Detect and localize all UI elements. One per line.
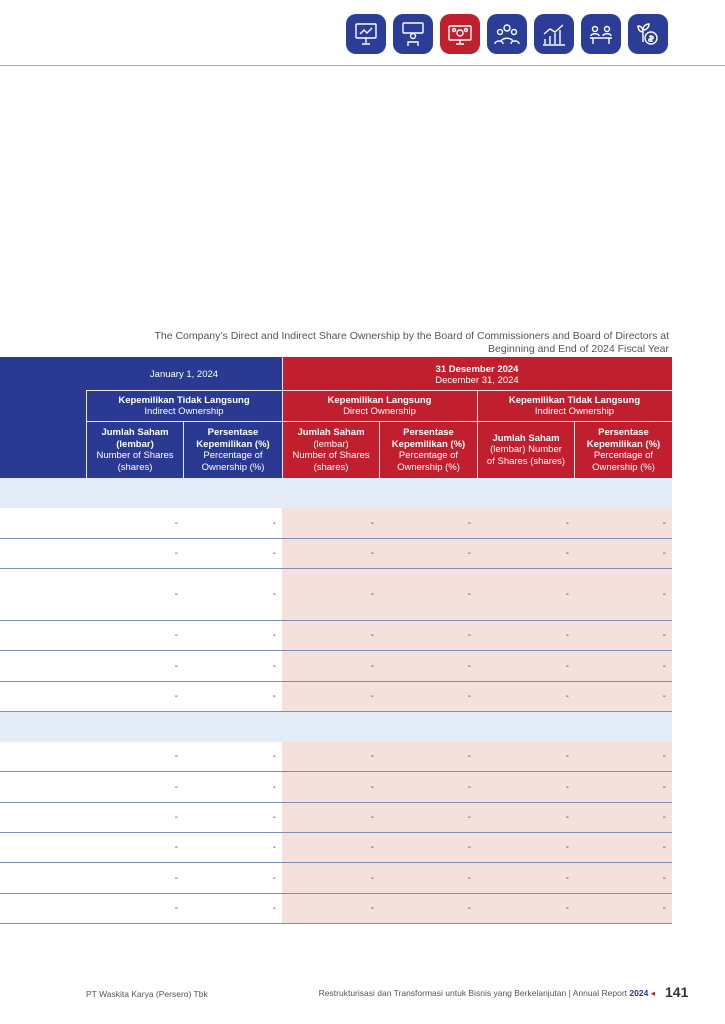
table-cell-value: - xyxy=(272,842,276,853)
table-cell-value: - xyxy=(565,842,569,853)
table-cell-value: - xyxy=(370,691,374,702)
section-row-commissioners xyxy=(0,478,672,508)
table-cell-value: - xyxy=(370,903,374,914)
section-row-directors xyxy=(0,712,672,742)
table-cell-value: - xyxy=(272,872,276,884)
table-cell-value: - xyxy=(272,691,276,702)
table-cell-value: - xyxy=(565,812,569,823)
presentation-icon[interactable] xyxy=(346,14,386,54)
table-cell-value: - xyxy=(467,842,471,853)
table-cell-value: - xyxy=(467,548,471,559)
table-cell-value: - xyxy=(174,812,178,823)
table-cell-value: - xyxy=(467,872,471,884)
team-icon[interactable] xyxy=(487,14,527,54)
table-row xyxy=(0,833,672,863)
dec-indirect-shares-column-header: Jumlah Saham (lembar) Number of Shares (shares) xyxy=(486,432,566,467)
table-cell-value: - xyxy=(174,691,178,702)
footer-tagline: Restrukturisasi dan Transformasi untuk Bisnis yang Berkelanjutan | Annual Report 2024 ◂ xyxy=(318,988,655,998)
table-cell-value: - xyxy=(272,548,276,559)
header-rule xyxy=(0,65,725,66)
table-cell-value: - xyxy=(565,872,569,884)
table-row xyxy=(0,651,672,682)
table-row xyxy=(0,863,672,894)
table-cell-value: - xyxy=(662,517,666,529)
table-cell-value: - xyxy=(467,751,471,762)
table-row xyxy=(0,682,672,712)
table-cell-value: - xyxy=(467,630,471,641)
jan-percentage-column-header: Persentase Kepemilikan (%) Percentage of Ownership (%) xyxy=(196,427,270,473)
table-cell-value: - xyxy=(174,872,178,884)
table-row xyxy=(0,894,672,924)
table-row xyxy=(0,772,672,803)
table-cell-value: - xyxy=(662,842,666,853)
table-cell-value: - xyxy=(174,842,178,853)
table-cell-value: - xyxy=(272,630,276,641)
table-cell-value: - xyxy=(370,589,374,600)
table-cell-value: - xyxy=(662,903,666,914)
table-row xyxy=(0,742,672,772)
table-cell-value: - xyxy=(174,751,178,762)
table-cell-value: - xyxy=(174,660,178,672)
table-cell-value: - xyxy=(565,691,569,702)
chapter-nav xyxy=(346,14,668,54)
table-cell-value: - xyxy=(662,589,666,600)
table-cell-value: - xyxy=(174,548,178,559)
table-cell-value: - xyxy=(174,781,178,793)
dec-date-label: 31 Desember 2024 December 31, 2024 xyxy=(435,363,519,386)
table-cell-value: - xyxy=(174,630,178,641)
dec-direct-ownership-label: Kepemilikan Langsung Direct Ownership xyxy=(327,394,432,417)
table-cell-value: - xyxy=(370,660,374,672)
meeting-icon[interactable] xyxy=(581,14,621,54)
money-plant-icon[interactable] xyxy=(628,14,668,54)
dec-indirect-percentage-column-header: Persentase Kepemilikan (%) Percentage of Ownership (%) xyxy=(586,427,661,473)
caption-line-1: The Company’s Direct and Indirect Share Ownership by the Board of Commissioners and Board of Directors at xyxy=(154,330,669,342)
table-cell-value: - xyxy=(370,517,374,529)
table-cell-value: - xyxy=(662,751,666,762)
table-cell-value: - xyxy=(565,751,569,762)
speaker-podium-icon[interactable] xyxy=(393,14,433,54)
table-cell-value: - xyxy=(174,589,178,600)
table-cell-value: - xyxy=(467,781,471,793)
table-cell-value: - xyxy=(662,781,666,793)
footer-company: PT Waskita Karya (Persero) Tbk xyxy=(86,989,208,999)
jan-shares-column-header: Jumlah Saham (lembar) Number of Shares (shares) xyxy=(96,427,174,473)
table-cell-value: - xyxy=(662,812,666,823)
table-cell-value: - xyxy=(565,548,569,559)
page-number: 141 xyxy=(665,984,689,1000)
table-caption xyxy=(109,330,669,356)
table-cell-value: - xyxy=(662,660,666,672)
table-cell-value: - xyxy=(174,903,178,914)
table-cell-value: - xyxy=(272,812,276,823)
table-cell-value: - xyxy=(272,781,276,793)
table-cell-value: - xyxy=(565,660,569,672)
table-cell-value: - xyxy=(565,903,569,914)
jan-date-label: January 1, 2024 xyxy=(149,369,219,381)
table-cell-value: - xyxy=(467,691,471,702)
table-cell-value: - xyxy=(370,630,374,641)
table-cell-value: - xyxy=(272,903,276,914)
table-row xyxy=(0,539,672,569)
table-cell-value: - xyxy=(662,872,666,884)
table-cell-value: - xyxy=(565,781,569,793)
gear-network-icon[interactable] xyxy=(440,14,480,54)
table-cell-value: - xyxy=(272,660,276,672)
table-cell-value: - xyxy=(370,812,374,823)
table-cell-value: - xyxy=(272,751,276,762)
table-cell-value: - xyxy=(370,751,374,762)
table-cell-value: - xyxy=(467,517,471,529)
dec-direct-percentage-column-header: Persentase Kepemilikan (%) Percentage of Ownership (%) xyxy=(391,427,466,473)
caption-line-2: Beginning and End of 2024 Fiscal Year xyxy=(488,343,669,355)
table-cell-value: - xyxy=(662,548,666,559)
dec-indirect-ownership-label: Kepemilikan Tidak Langsung Indirect Ownership xyxy=(508,394,641,417)
table-cell-value: - xyxy=(565,630,569,641)
table-cell-value: - xyxy=(467,812,471,823)
table-cell-value: - xyxy=(565,517,569,529)
table-cell-value: - xyxy=(272,589,276,600)
table-row xyxy=(0,621,672,651)
table-row xyxy=(0,508,672,539)
table-cell-value: - xyxy=(272,517,276,529)
table-cell-value: - xyxy=(565,589,569,600)
table-row xyxy=(0,569,672,621)
table-cell-value: - xyxy=(370,842,374,853)
table-cell-value: - xyxy=(662,630,666,641)
dec-direct-shares-column-header: Jumlah Saham (lembar) Number of Shares (shares) xyxy=(292,427,370,473)
table-cell-value: - xyxy=(467,903,471,914)
table-cell-value: - xyxy=(370,781,374,793)
table-cell-value: - xyxy=(370,548,374,559)
table-row xyxy=(0,803,672,833)
table-cell-value: - xyxy=(467,589,471,600)
table-cell-value: - xyxy=(370,872,374,884)
table-cell-value: - xyxy=(467,660,471,672)
growth-chart-icon[interactable] xyxy=(534,14,574,54)
jan-indirect-ownership-label: Kepemilikan Tidak Langsung Indirect Ownership xyxy=(118,394,250,417)
table-cell-value: - xyxy=(662,691,666,702)
table-cell-value: - xyxy=(174,517,178,529)
